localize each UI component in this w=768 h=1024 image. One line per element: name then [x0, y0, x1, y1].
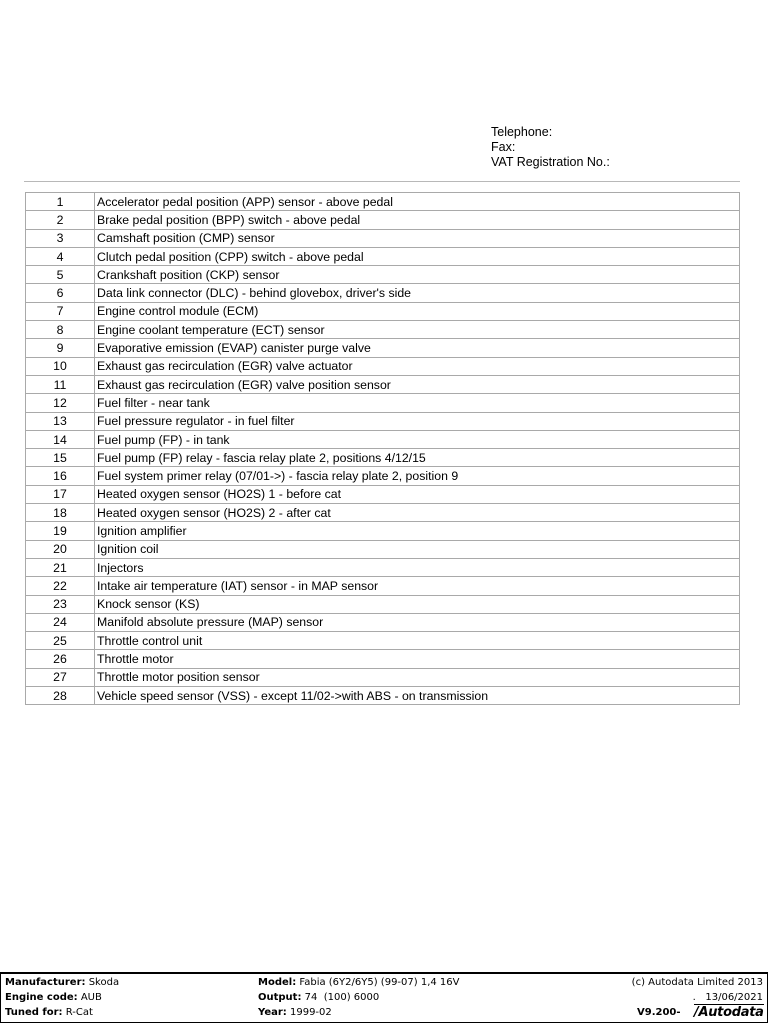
legend-number: 15	[26, 449, 95, 467]
legend-number: 23	[26, 595, 95, 613]
legend-row	[26, 412, 740, 430]
legend-number: 10	[26, 357, 95, 375]
legend-number: 25	[26, 632, 95, 650]
legend-description: Exhaust gas recirculation (EGR) valve actuator	[95, 357, 740, 375]
legend-row	[26, 430, 740, 448]
legend-number: 22	[26, 577, 95, 595]
legend-number: 28	[26, 687, 95, 705]
engine-code-line	[5, 991, 102, 1005]
legend-description: Accelerator pedal position (APP) sensor - above pedal	[95, 193, 740, 211]
component-legend-body	[26, 193, 740, 705]
legend-row	[26, 540, 740, 558]
legend-row	[26, 687, 740, 705]
footer-bar	[0, 972, 768, 1023]
component-legend-table	[25, 192, 740, 705]
legend-description: Manifold absolute pressure (MAP) sensor	[95, 613, 740, 631]
legend-row	[26, 449, 740, 467]
legend-row	[26, 632, 740, 650]
autodata-logo: /Autodata	[694, 1005, 764, 1020]
legend-description: Evaporative emission (EVAP) canister purge valve	[95, 339, 740, 357]
legend-row	[26, 247, 740, 265]
legend-description: Intake air temperature (IAT) sensor - in MAP sensor	[95, 577, 740, 595]
legend-description: Clutch pedal position (CPP) switch - above pedal	[95, 247, 740, 265]
legend-number: 13	[26, 412, 95, 430]
legend-number: 16	[26, 467, 95, 485]
engine-code-value: AUB	[80, 992, 102, 1003]
legend-number: 2	[26, 211, 95, 229]
header-divider	[24, 181, 740, 182]
legend-row	[26, 339, 740, 357]
legend-description: Throttle control unit	[95, 632, 740, 650]
legend-description: Ignition coil	[95, 540, 740, 558]
year-line	[258, 1006, 332, 1020]
model-value: Fabia (6Y2/6Y5) (99-07) 1,4 16V	[299, 977, 460, 988]
manufacturer-line	[5, 976, 119, 990]
legend-description: Ignition amplifier	[95, 522, 740, 540]
legend-row	[26, 595, 740, 613]
legend-number: 6	[26, 284, 95, 302]
legend-row	[26, 302, 740, 320]
manufacturer-value: Skoda	[88, 977, 120, 988]
legend-description: Data link connector (DLC) - behind glovebox, driver's side	[95, 284, 740, 302]
legend-number: 17	[26, 485, 95, 503]
legend-number: 7	[26, 302, 95, 320]
legend-description: Fuel system primer relay (07/01->) - fascia relay plate 2, position 9	[95, 467, 740, 485]
output-line	[258, 991, 379, 1005]
legend-description: Camshaft position (CMP) sensor	[95, 229, 740, 247]
legend-description: Fuel pump (FP) - in tank	[95, 430, 740, 448]
legend-row	[26, 558, 740, 576]
tuned-for-line	[5, 1006, 93, 1020]
legend-row	[26, 577, 740, 595]
legend-row	[26, 284, 740, 302]
legend-row	[26, 229, 740, 247]
legend-row	[26, 357, 740, 375]
legend-number: 3	[26, 229, 95, 247]
legend-number: 8	[26, 321, 95, 339]
legend-number: 26	[26, 650, 95, 668]
legend-number: 14	[26, 430, 95, 448]
telephone-label: Telephone:	[491, 125, 553, 139]
legend-number: 20	[26, 540, 95, 558]
legend-row	[26, 193, 740, 211]
print-date: 13/06/2021	[705, 992, 763, 1003]
legend-row	[26, 485, 740, 503]
output-value: 74 (100) 6000	[304, 992, 380, 1003]
legend-row	[26, 650, 740, 668]
legend-row	[26, 321, 740, 339]
model-line	[258, 976, 460, 990]
legend-number: 27	[26, 668, 95, 686]
manufacturer-label: Manufacturer:	[5, 977, 86, 988]
legend-number: 24	[26, 613, 95, 631]
vat-registration-label: VAT Registration No.:	[491, 155, 610, 169]
copyright-text: (c) Autodata Limited 2013	[631, 977, 763, 988]
legend-description: Crankshaft position (CKP) sensor	[95, 266, 740, 284]
date-dot: .	[692, 992, 696, 1003]
contact-block	[491, 125, 610, 170]
output-label: Output:	[258, 992, 302, 1003]
legend-description: Throttle motor position sensor	[95, 668, 740, 686]
legend-description: Fuel pump (FP) relay - fascia relay plate 2, positions 4/12/15	[95, 449, 740, 467]
date-line	[693, 991, 763, 1005]
legend-row	[26, 613, 740, 631]
legend-description: Throttle motor	[95, 650, 740, 668]
legend-number: 19	[26, 522, 95, 540]
legend-number: 4	[26, 247, 95, 265]
model-label: Model:	[258, 977, 297, 988]
legend-description: Engine coolant temperature (ECT) sensor	[95, 321, 740, 339]
legend-description: Vehicle speed sensor (VSS) - except 11/02->with ABS - on transmission	[95, 687, 740, 705]
tuned-for-value: R-Cat	[65, 1007, 93, 1018]
legend-description: Brake pedal position (BPP) switch - above pedal	[95, 211, 740, 229]
year-value: 1999-02	[289, 1007, 332, 1018]
fax-label: Fax:	[491, 140, 516, 154]
legend-description: Fuel filter - near tank	[95, 394, 740, 412]
legend-description: Heated oxygen sensor (HO2S) 1 - before cat	[95, 485, 740, 503]
legend-row	[26, 266, 740, 284]
tuned-for-label: Tuned for:	[5, 1007, 63, 1018]
legend-row	[26, 504, 740, 522]
legend-description: Exhaust gas recirculation (EGR) valve position sensor	[95, 375, 740, 393]
legend-row	[26, 211, 740, 229]
legend-number: 1	[26, 193, 95, 211]
legend-number: 11	[26, 375, 95, 393]
legend-row	[26, 668, 740, 686]
legend-description: Injectors	[95, 558, 740, 576]
legend-row	[26, 375, 740, 393]
year-label: Year:	[258, 1007, 287, 1018]
legend-number: 5	[26, 266, 95, 284]
legend-row	[26, 467, 740, 485]
legend-row	[26, 394, 740, 412]
legend-description: Engine control module (ECM)	[95, 302, 740, 320]
legend-number: 9	[26, 339, 95, 357]
legend-description: Fuel pressure regulator - in fuel filter	[95, 412, 740, 430]
legend-description: Heated oxygen sensor (HO2S) 2 - after cat	[95, 504, 740, 522]
legend-number: 21	[26, 558, 95, 576]
legend-description: Knock sensor (KS)	[95, 595, 740, 613]
version-label: V9.200-	[637, 1007, 681, 1018]
autodata-logo-text: Autodata	[698, 1005, 764, 1020]
legend-number: 12	[26, 394, 95, 412]
legend-row	[26, 522, 740, 540]
engine-code-label: Engine code:	[5, 992, 78, 1003]
legend-number: 18	[26, 504, 95, 522]
